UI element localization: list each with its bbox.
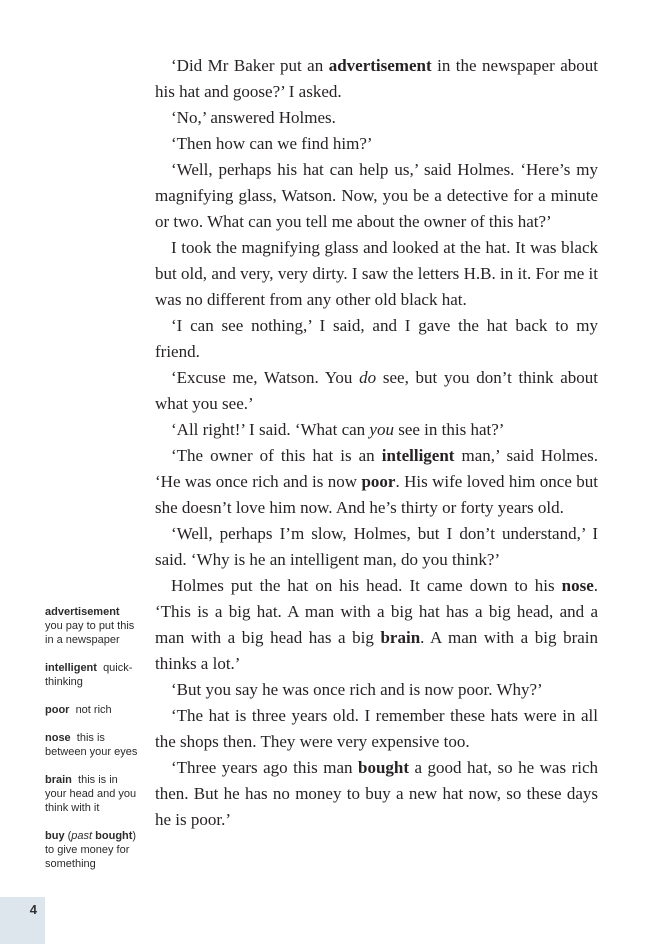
- text-segment: in the newspaper about his hat and goose?’ I asked.: [155, 56, 598, 101]
- text-segment: not rich: [69, 704, 112, 716]
- text-segment: . His wife loved him once but she doesn’t love him now. And he’s thirty or forty years old.: [155, 472, 598, 517]
- story-paragraph: [155, 677, 598, 703]
- text-segment: ‘The hat is three years old. I remember these hats were in all the shops then. They were very expensive too.: [155, 706, 598, 751]
- page-number: 4: [29, 902, 37, 917]
- bold-text: advertisement: [328, 56, 432, 75]
- glossary-entry: [45, 773, 141, 815]
- text-segment: ‘Three years ago this man: [171, 758, 358, 777]
- italic-text: you: [369, 420, 394, 439]
- text-segment: you pay to put this in a newspaper: [45, 606, 135, 646]
- bold-text: buy: [45, 830, 65, 842]
- story-paragraph: [155, 157, 598, 235]
- story-paragraph: [155, 105, 598, 131]
- italic-text: do: [359, 368, 377, 387]
- text-segment: ‘Then how can we find him?’: [171, 134, 373, 153]
- bold-text: poor: [45, 704, 70, 716]
- story-paragraph: [155, 365, 598, 417]
- text-segment: ‘No,’ answered Holmes.: [171, 108, 336, 127]
- text-segment: this is between your eyes: [45, 732, 138, 758]
- glossary-entry: [45, 829, 141, 871]
- text-segment: ‘Did Mr Baker put an: [171, 56, 329, 75]
- text-segment: ) to give money for something: [45, 830, 137, 870]
- story-text-column: [155, 53, 598, 833]
- glossary-entry: [45, 605, 141, 647]
- text-segment: a good hat, so he was rich then. But he has no money to buy a new hat now, so these days he is poor.’: [155, 758, 599, 829]
- text-segment: quick-thinking: [45, 662, 133, 688]
- story-paragraph: [155, 443, 598, 521]
- story-paragraph: [155, 235, 598, 313]
- text-segment: I took the magnifying glass and looked at the hat. It was black but old, and very, very dirty. I saw the letters H.B. in it. For me it was no different from any other old black hat.: [155, 238, 598, 309]
- bold-text: advertisement: [45, 606, 120, 618]
- bold-text: bought: [95, 830, 133, 842]
- text-segment: . ‘This is a big hat. A man with a big hat has a big head, and a man with a big head has a big: [155, 576, 598, 647]
- story-paragraph: [155, 521, 598, 573]
- text-segment: Holmes put the hat on his head. It came down to his: [171, 576, 562, 595]
- glossary-entry: [45, 661, 141, 689]
- text-segment: see, but you don’t think about what you see.’: [155, 368, 598, 413]
- bold-text: poor: [361, 472, 396, 491]
- story-paragraph: [155, 131, 598, 157]
- text-segment: (: [64, 830, 72, 842]
- text-segment: ‘Excuse me, Watson. You: [171, 368, 360, 387]
- bold-text: brain: [45, 774, 72, 786]
- text-segment: . A man with a big brain thinks a lot.’: [155, 628, 599, 673]
- text-segment: man,’ said Holmes. ‘He was once rich and is now: [155, 446, 599, 491]
- bold-text: bought: [357, 758, 410, 777]
- text-segment: ‘Well, perhaps I’m slow, Holmes, but I don’t understand,’ I said. ‘Why is he an intelligent man, do you think?’: [155, 524, 598, 569]
- bold-text: intelligent: [45, 662, 97, 674]
- text-segment: ‘Well, perhaps his hat can help us,’ said Holmes. ‘Here’s my magnifying glass, Watson. Now, you be a detective for a minute or two. What can you tell me about the owner of this hat?’: [155, 160, 598, 231]
- story-paragraph: [155, 755, 598, 833]
- text-segment: ‘All right!’ I said. ‘What can: [171, 420, 370, 439]
- text-segment: ‘I can see nothing,’ I said, and I gave the hat back to my friend.: [155, 316, 598, 361]
- glossary-sidebar: [45, 605, 141, 885]
- story-paragraph: [155, 313, 598, 365]
- story-paragraph: [155, 703, 598, 755]
- page-number-tab: [0, 897, 45, 944]
- glossary-entry: [45, 731, 141, 759]
- text-segment: ‘The owner of this hat is an: [171, 446, 382, 465]
- text-segment: see in this hat?’: [393, 420, 505, 439]
- text-segment: ‘But you say he was once rich and is now poor. Why?’: [171, 680, 543, 699]
- bold-text: nose: [45, 732, 71, 744]
- story-paragraph: [155, 53, 598, 105]
- bold-text: nose: [561, 576, 594, 595]
- bold-text: brain: [380, 628, 421, 647]
- story-paragraph: [155, 573, 598, 677]
- text-segment: this is in your head and you think with it: [45, 774, 137, 814]
- glossary-entry: [45, 703, 141, 717]
- italic-text: past: [71, 830, 93, 842]
- story-paragraph: [155, 417, 598, 443]
- bold-text: intelligent: [381, 446, 455, 465]
